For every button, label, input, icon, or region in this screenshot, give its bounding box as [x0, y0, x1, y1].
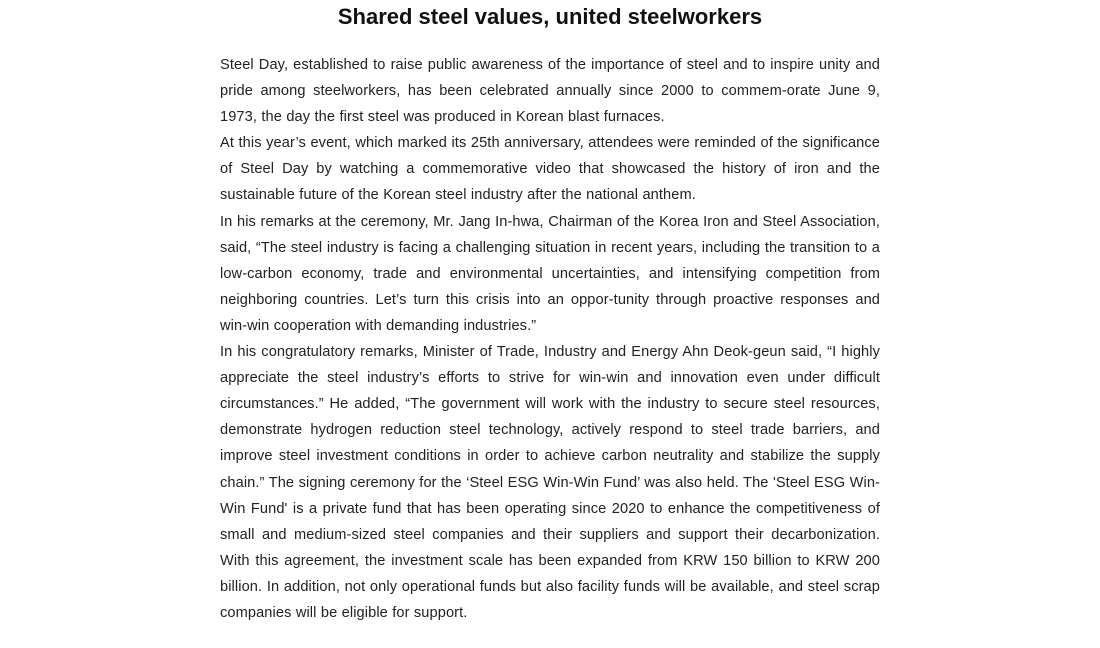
article-body [220, 52, 880, 626]
article-paragraph: In his remarks at the ceremony, Mr. Jang In-hwa, Chairman of the Korea Iron and Steel Association, said, “The steel industry is facing a challenging situation in recent years, including the transition to a low-carbon economy, trade and environmental uncertainties, and intensifying competition from neighboring countries. Let’s turn this crisis into an oppor-tunity through proactive responses and win-win cooperation with demanding industries.” [220, 213, 880, 334]
article-title: Shared steel values, united steelworkers [337, 4, 763, 29]
article-paragraph: Steel Day, established to raise public awareness of the importance of steel and to inspire unity and pride among steelworkers, has been celebrated annually since 2000 to commem-orate June 9, 1973, the day the first steel was produced in Korean blast furnaces. [220, 57, 880, 126]
article-paragraph: In his congratulatory remarks, Minister of Trade, Industry and Energy Ahn Deok-geun said, “I highly appreciate the steel industry’s efforts to strive for win-win and innovation even under difficult circumstances.” He added, “The government will work with the industry to secure steel resources, demonstrate hydrogen reduction steel technology, actively respond to steel trade barriers, and improve steel investment conditions in order to achieve carbon neutrality and stabilize the supply chain.” The signing ceremony for the ‘Steel ESG Win-Win Fund’ was also held. The 'Steel ESG Win-Win Fund' is a private fund that has been operating since 2020 to enhance the competitiveness of small and medium-sized steel companies and their suppliers and support their decarbonization. With this agreement, the investment scale has been expanded from KRW 150 billion to KRW 200 billion. In addition, not only operational funds but also facility funds will be available, and steel scrap companies will be eligible for support. [220, 344, 880, 621]
article-paragraph: At this year’s event, which marked its 25th anniversary, attendees were reminded of the significance of Steel Day by watching a commemorative video that showcased the history of iron and the sustainable future of the Korean steel industry after the national anthem. [220, 135, 880, 204]
article [220, 0, 880, 626]
